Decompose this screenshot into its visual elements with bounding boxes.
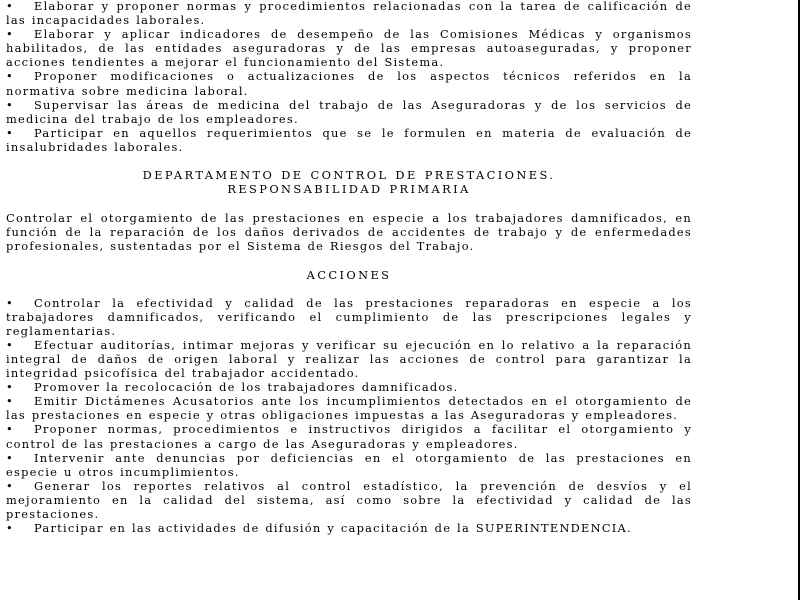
list-item-text: Proponer normas, procedimientos e instructivos dirigidos a facilitar el otorgamiento y control de las prestaciones a cargo de las Aseguradoras y empleadores. (6, 422, 692, 451)
actions-heading: ACCIONES (306, 267, 392, 282)
bullet-icon: • (6, 69, 13, 84)
list-item-text: Supervisar las áreas de medicina del trabajo de las Aseguradoras y de los servicios de medicina del trabajo de los empleadores. (6, 97, 692, 126)
bullet-icon: • (6, 125, 13, 140)
bullet-icon: • (6, 450, 13, 465)
list-item-text: Intervenir ante denuncias por deficiencias en el otorgamiento de las prestaciones en especie u otros incumplimientos. (6, 450, 692, 479)
bullet-icon: • (6, 0, 13, 13)
bullet-icon: • (6, 295, 13, 310)
list-item-text: Controlar la efectividad y calidad de las prestaciones reparadoras en especie a los trabajadores damnificados, verificando el cumplimiento de las prescripciones legales y reglamentarias. (6, 295, 692, 338)
list-item-text: Emitir Dictámenes Acusatorios ante los incumplimientos detectados en el otorgamiento de las prestaciones en especie y otras obligaciones impuestas a las Aseguradoras y empleadores. (6, 394, 692, 423)
list-item (6, 422, 692, 450)
bullet-icon: • (6, 337, 13, 352)
bullet-icon: • (6, 394, 13, 409)
list-item (6, 451, 692, 479)
list-item-text: Elaborar y aplicar indicadores de desempeño de las Comisiones Médicas y organismos habilitados, de las entidades aseguradoras y de las empresas autoaseguradas, y proponer acciones tendientes a mejorar el funcionamiento del Sistema. (6, 27, 692, 70)
list-item (6, 69, 692, 97)
list-item (6, 296, 692, 338)
list-item-text: Participar en las actividades de difusión y capacitación de la SUPERINTENDENCIA. (34, 521, 632, 536)
bullet-icon: • (6, 521, 13, 536)
bullet-icon: • (6, 380, 13, 395)
list-item (6, 126, 692, 154)
list-item-text: Participar en aquellos requerimientos que se le formulen en materia de evaluación de insalubridades laborales. (6, 125, 692, 154)
list-item-text: Generar los reportes relativos al control estadístico, la prevención de desvíos y el mejoramiento en la calidad del sistema, así como sobre la efectividad y calidad de las prestaciones. (6, 478, 692, 521)
bullet-icon: • (6, 27, 13, 42)
bullet-icon: • (6, 422, 13, 437)
bullet-icon: • (6, 97, 13, 112)
list-item-text: Promover la recolocación de los trabajadores damnificados. (34, 380, 459, 395)
list-item (6, 98, 692, 126)
list-item (6, 338, 692, 380)
list-item (6, 27, 692, 69)
list-item (6, 394, 692, 422)
responsibility-heading: RESPONSABILIDAD PRIMARIA (227, 182, 471, 197)
list-item (6, 479, 692, 521)
list-item (6, 521, 692, 535)
list-item-text: Efectuar auditorías, intimar mejoras y verificar su ejecución en lo relativo a la reparación integral de daños de origen laboral y realizar las acciones de control para garantizar la integridad psicofísica del trabajador accidentado. (6, 337, 692, 381)
document-content (6, 0, 692, 535)
list-item-text: Elaborar y proponer normas y procedimientos relacionadas con la tarea de calificación de las incapacidades laborales. (6, 0, 692, 28)
bullet-icon: • (6, 478, 13, 493)
responsibility-paragraph: Controlar el otorgamiento de las prestaciones en especie a los trabajadores damnificados, en función de la reparación de los daños derivados de accidentes de trabajo y de enfermedades profesionales, sustentadas por el Sistema de Riesgos del Trabajo. (6, 211, 692, 254)
list-item (6, 0, 692, 27)
list-item (6, 380, 692, 394)
list-item-text: Proponer modificaciones o actualizaciones de los aspectos técnicos referidos en la normativa sobre medicina laboral. (6, 69, 692, 98)
department-title: DEPARTAMENTO DE CONTROL DE PRESTACIONES. (142, 168, 556, 183)
